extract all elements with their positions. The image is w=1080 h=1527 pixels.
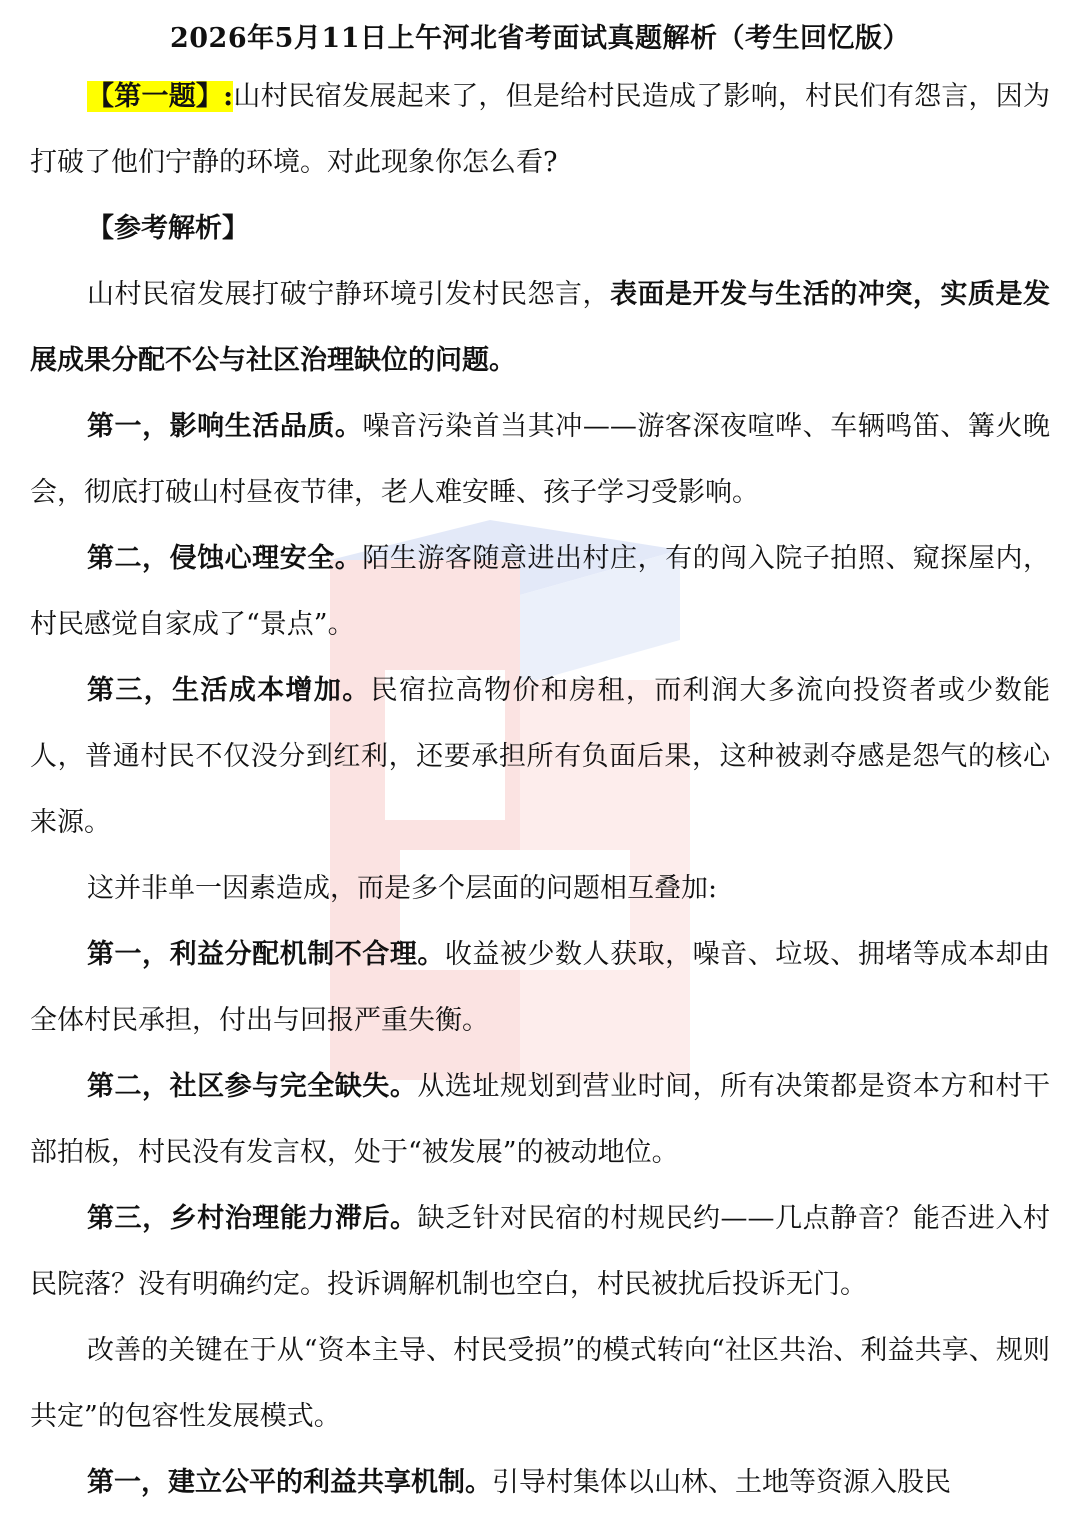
cause-text: 收益被少数人获取，噪音、垃圾、拥堵等成本却由全体村民承担，付出与回报严重失衡。 (30, 939, 1051, 1036)
intro-bold: 表面是开发与生活的冲突，实质是发展成果分配不公与社区治理缺位的问题。 (30, 279, 1051, 376)
impact-heading: 第二，侵蚀心理安全。 (87, 543, 363, 574)
causes-intro: 这并非单一因素造成，而是多个层面的问题相互叠加: (87, 873, 718, 904)
question-label: 【第一题】: (87, 81, 234, 112)
cause-heading: 第二，社区参与完全缺失。 (87, 1071, 418, 1102)
cause-heading: 第一，利益分配机制不合理。 (87, 939, 445, 970)
solution-text: 引导村集体以山林、土地等资源入股民 (492, 1467, 951, 1498)
cause-paragraph (30, 1054, 1050, 1186)
impact-text: 噪音污染首当其冲——游客深夜喧哗、车辆鸣笛、篝火晚会，彻底打破山村昼夜节律，老人难安睡、孩子学习受影响。 (30, 411, 1051, 508)
document-page (30, 0, 1050, 1516)
impact-heading: 第三，生活成本增加。 (87, 675, 371, 706)
cause-text: 从选址规划到营业时间，所有决策都是资本方和村干部拍板，村民没有发言权，处于“被发展”的被动地位。 (30, 1071, 1051, 1168)
solution-paragraph (30, 1450, 1050, 1516)
impact-paragraph (30, 526, 1050, 658)
question-text: 山村民宿发展起来了，但是给村民造成了影响，村民们有怨言，因为打破了他们宁静的环境。对此现象你怎么看? (30, 81, 1051, 178)
solution-heading: 第一，建立公平的利益共享机制。 (87, 1467, 492, 1498)
intro-paragraph (30, 262, 1050, 394)
cause-paragraph (30, 922, 1050, 1054)
cause-paragraph (30, 1186, 1050, 1318)
cause-heading: 第三，乡村治理能力滞后。 (87, 1203, 418, 1234)
impact-paragraph (30, 658, 1050, 856)
impact-text: 陌生游客随意进出村庄，有的闯入院子拍照、窥探屋内，村民感觉自家成了“景点”。 (30, 543, 1051, 640)
impact-text: 民宿拉高物价和房租，而利润大多流向投资者或少数能人，普通村民不仅没分到红利，还要承担所有负面后果，这种被剥夺感是怨气的核心来源。 (30, 675, 1051, 838)
impact-heading: 第一，影响生活品质。 (87, 411, 363, 442)
reference-heading: 【参考解析】 (87, 213, 249, 244)
solutions-intro: 改善的关键在于从“资本主导、村民受损”的模式转向“社区共治、利益共享、规则共定”的包容性发展模式。 (30, 1335, 1050, 1432)
intro-plain: 山村民宿发展打破宁静环境引发村民怨言， (87, 279, 611, 310)
cause-text: 缺乏针对民宿的村规民约——几点静音？能否进入村民院落？没有明确约定。投诉调解机制也空白，村民被扰后投诉无门。 (30, 1203, 1051, 1300)
question-paragraph (30, 64, 1050, 196)
impact-paragraph (30, 394, 1050, 526)
page-title: 2026年5月11日上午河北省考面试真题解析（考生回忆版） (169, 23, 910, 54)
